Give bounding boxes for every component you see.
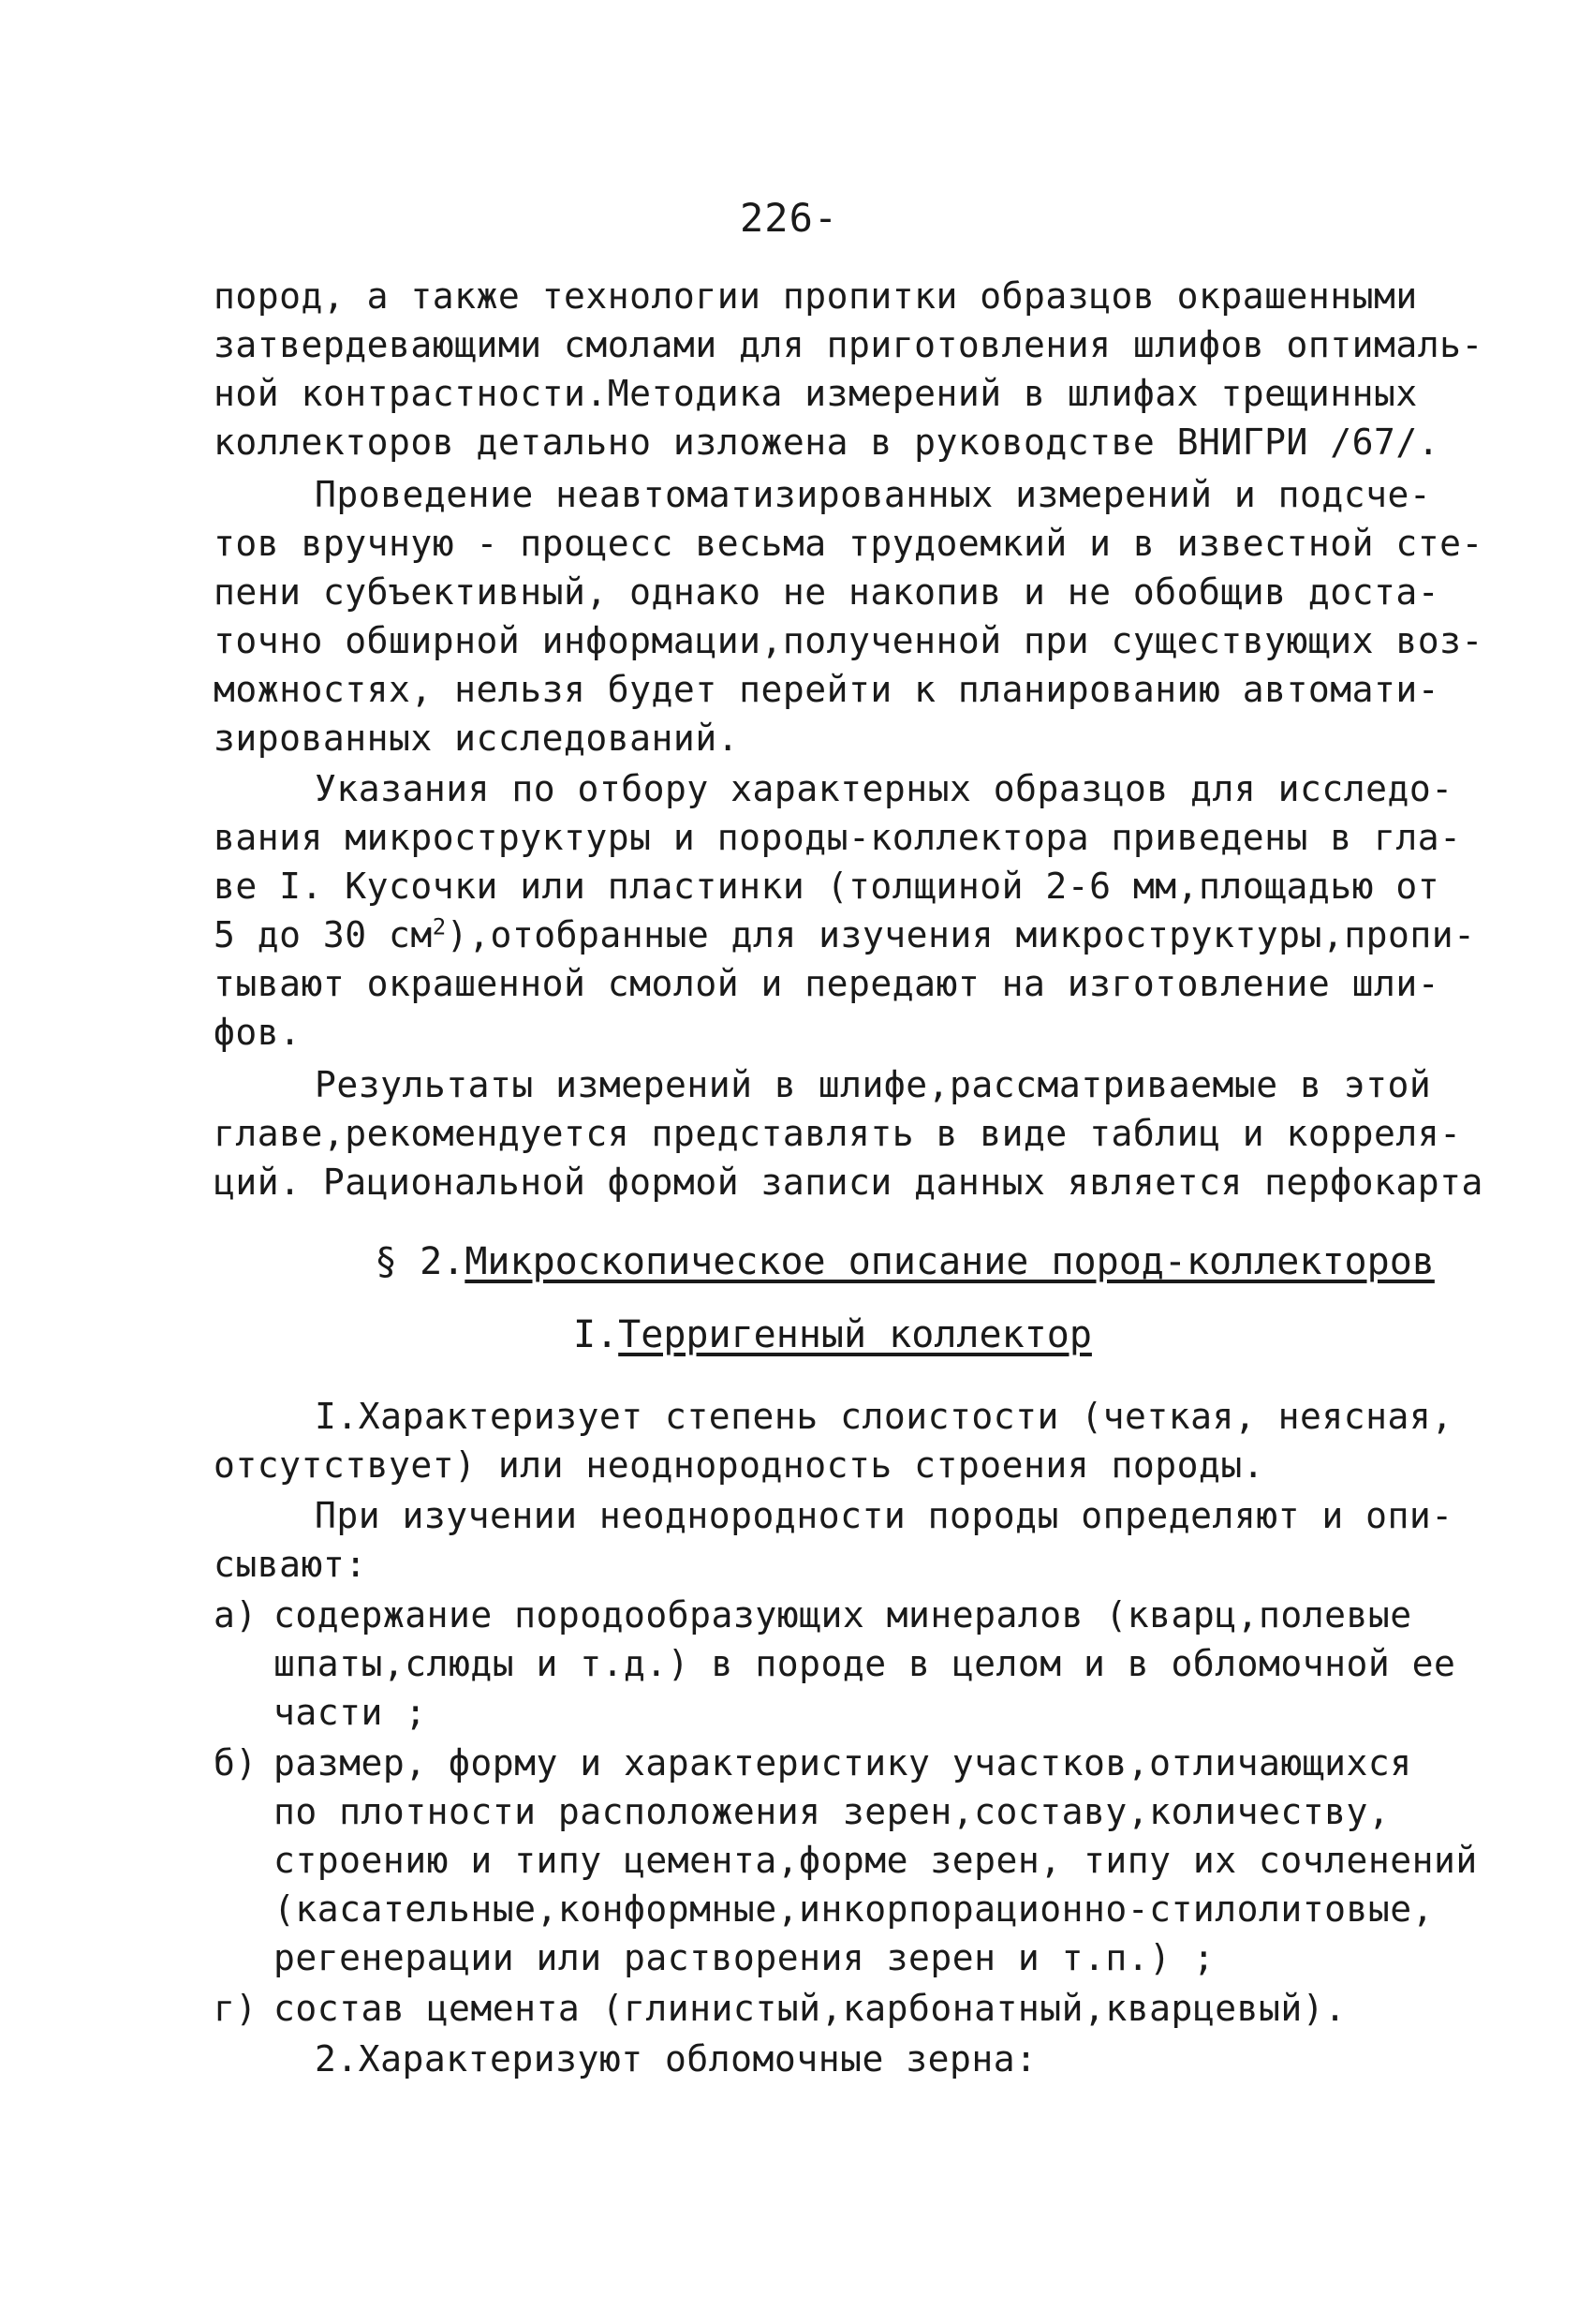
text-line: вания микроструктуры и породы-коллектора приведены в гла- <box>214 817 1462 858</box>
text-line: ной контрастности.Методика измерений в шлифах трещинных <box>214 373 1418 414</box>
page-number: 226- <box>740 195 839 241</box>
text-line: сывают: <box>214 1544 367 1585</box>
list-marker-a: а) <box>214 1594 258 1636</box>
text-fragment: 5 до 30 см <box>214 914 433 955</box>
text-line: тывают окрашенной смолой и передают на изготовление шли- <box>214 963 1440 1004</box>
text-line: отсутствует) или неоднородность строения породы. <box>214 1444 1265 1486</box>
text-line: размер, форму и характеристику участков,отличающихся <box>273 1742 1412 1784</box>
text-line: коллекторов детально изложена в руководстве ВНИГРИ /67/. <box>214 422 1440 463</box>
text-line: содержание породообразующих минералов (кварц,полевые <box>273 1594 1412 1636</box>
text-line: фов. <box>214 1012 302 1053</box>
text-line: шпаты,слюды и т.д.) в породе в целом и в обломочной ее <box>273 1643 1456 1684</box>
text-line: При изучении неоднородности породы определяют и опи- <box>315 1495 1453 1536</box>
text-line: I.Характеризует степень слоистости (четкая, неясная, <box>315 1396 1453 1437</box>
text-line: Результаты измерений в шлифе,рассматриваемые в этой <box>315 1064 1432 1105</box>
text-line: регенерации или растворения зерен и т.п.) ; <box>273 1937 1216 1978</box>
text-line: ве I. Кусочки или пластинки (толщиной 2-6 мм,площадью от <box>214 866 1440 907</box>
text-line: части ; <box>273 1692 427 1733</box>
superscript: 2 <box>432 913 447 940</box>
section-heading <box>375 1240 1435 1283</box>
subsection-prefix: I. <box>573 1313 619 1356</box>
list-marker-b: б) <box>214 1742 258 1784</box>
text-line: зированных исследований. <box>214 718 740 759</box>
text-line: Проведение неавтоматизированных измерений и подсче- <box>315 474 1432 515</box>
text-line: затвердевающими смолами для приготовления шлифов оптималь- <box>214 324 1483 365</box>
text-line: тов вручную - процесс весьма трудоемкий и в известной сте- <box>214 523 1483 564</box>
text-fragment: ),отобранные для изучения микроструктуры,пропи- <box>446 914 1476 955</box>
section-prefix: § 2. <box>375 1240 465 1283</box>
text-line: ций. Рациональной формой записи данных является перфокарта <box>214 1162 1483 1203</box>
text-line: (касательные,конформные,инкорпорационно-стилолитовые, <box>273 1888 1435 1930</box>
text-line: Указания по отбору характерных образцов для исследо- <box>315 768 1453 809</box>
section-title: Микроскопическое описание пород-коллекторов <box>465 1240 1435 1283</box>
text-line: пород, а также технологии пропитки образцов окрашенными <box>214 275 1418 317</box>
text-line: состав цемента (глинистый,карбонатный,кварцевый). <box>273 1988 1347 2029</box>
text-line: строению и типу цемента,форме зерен, типу их сочленений <box>273 1840 1478 1881</box>
text-line: точно обширной информации,полученной при существующих воз- <box>214 620 1483 661</box>
subsection-heading <box>573 1313 1092 1356</box>
text-line: 2.Характеризуют обломочные зерна: <box>315 2038 1038 2080</box>
text-line: главе,рекомендуется представлять в виде таблиц и корреля- <box>214 1113 1462 1154</box>
subsection-title: Терригенный коллектор <box>618 1313 1092 1356</box>
list-marker-g: г) <box>214 1988 258 2029</box>
text-line: пени субъективный, однако не накопив и не обобщив доста- <box>214 571 1440 613</box>
text-line: по плотности расположения зерен,составу,количеству, <box>273 1791 1391 1832</box>
text-line: можностях, нельзя будет перейти к планированию автомати- <box>214 669 1440 710</box>
text-line <box>214 910 1476 959</box>
